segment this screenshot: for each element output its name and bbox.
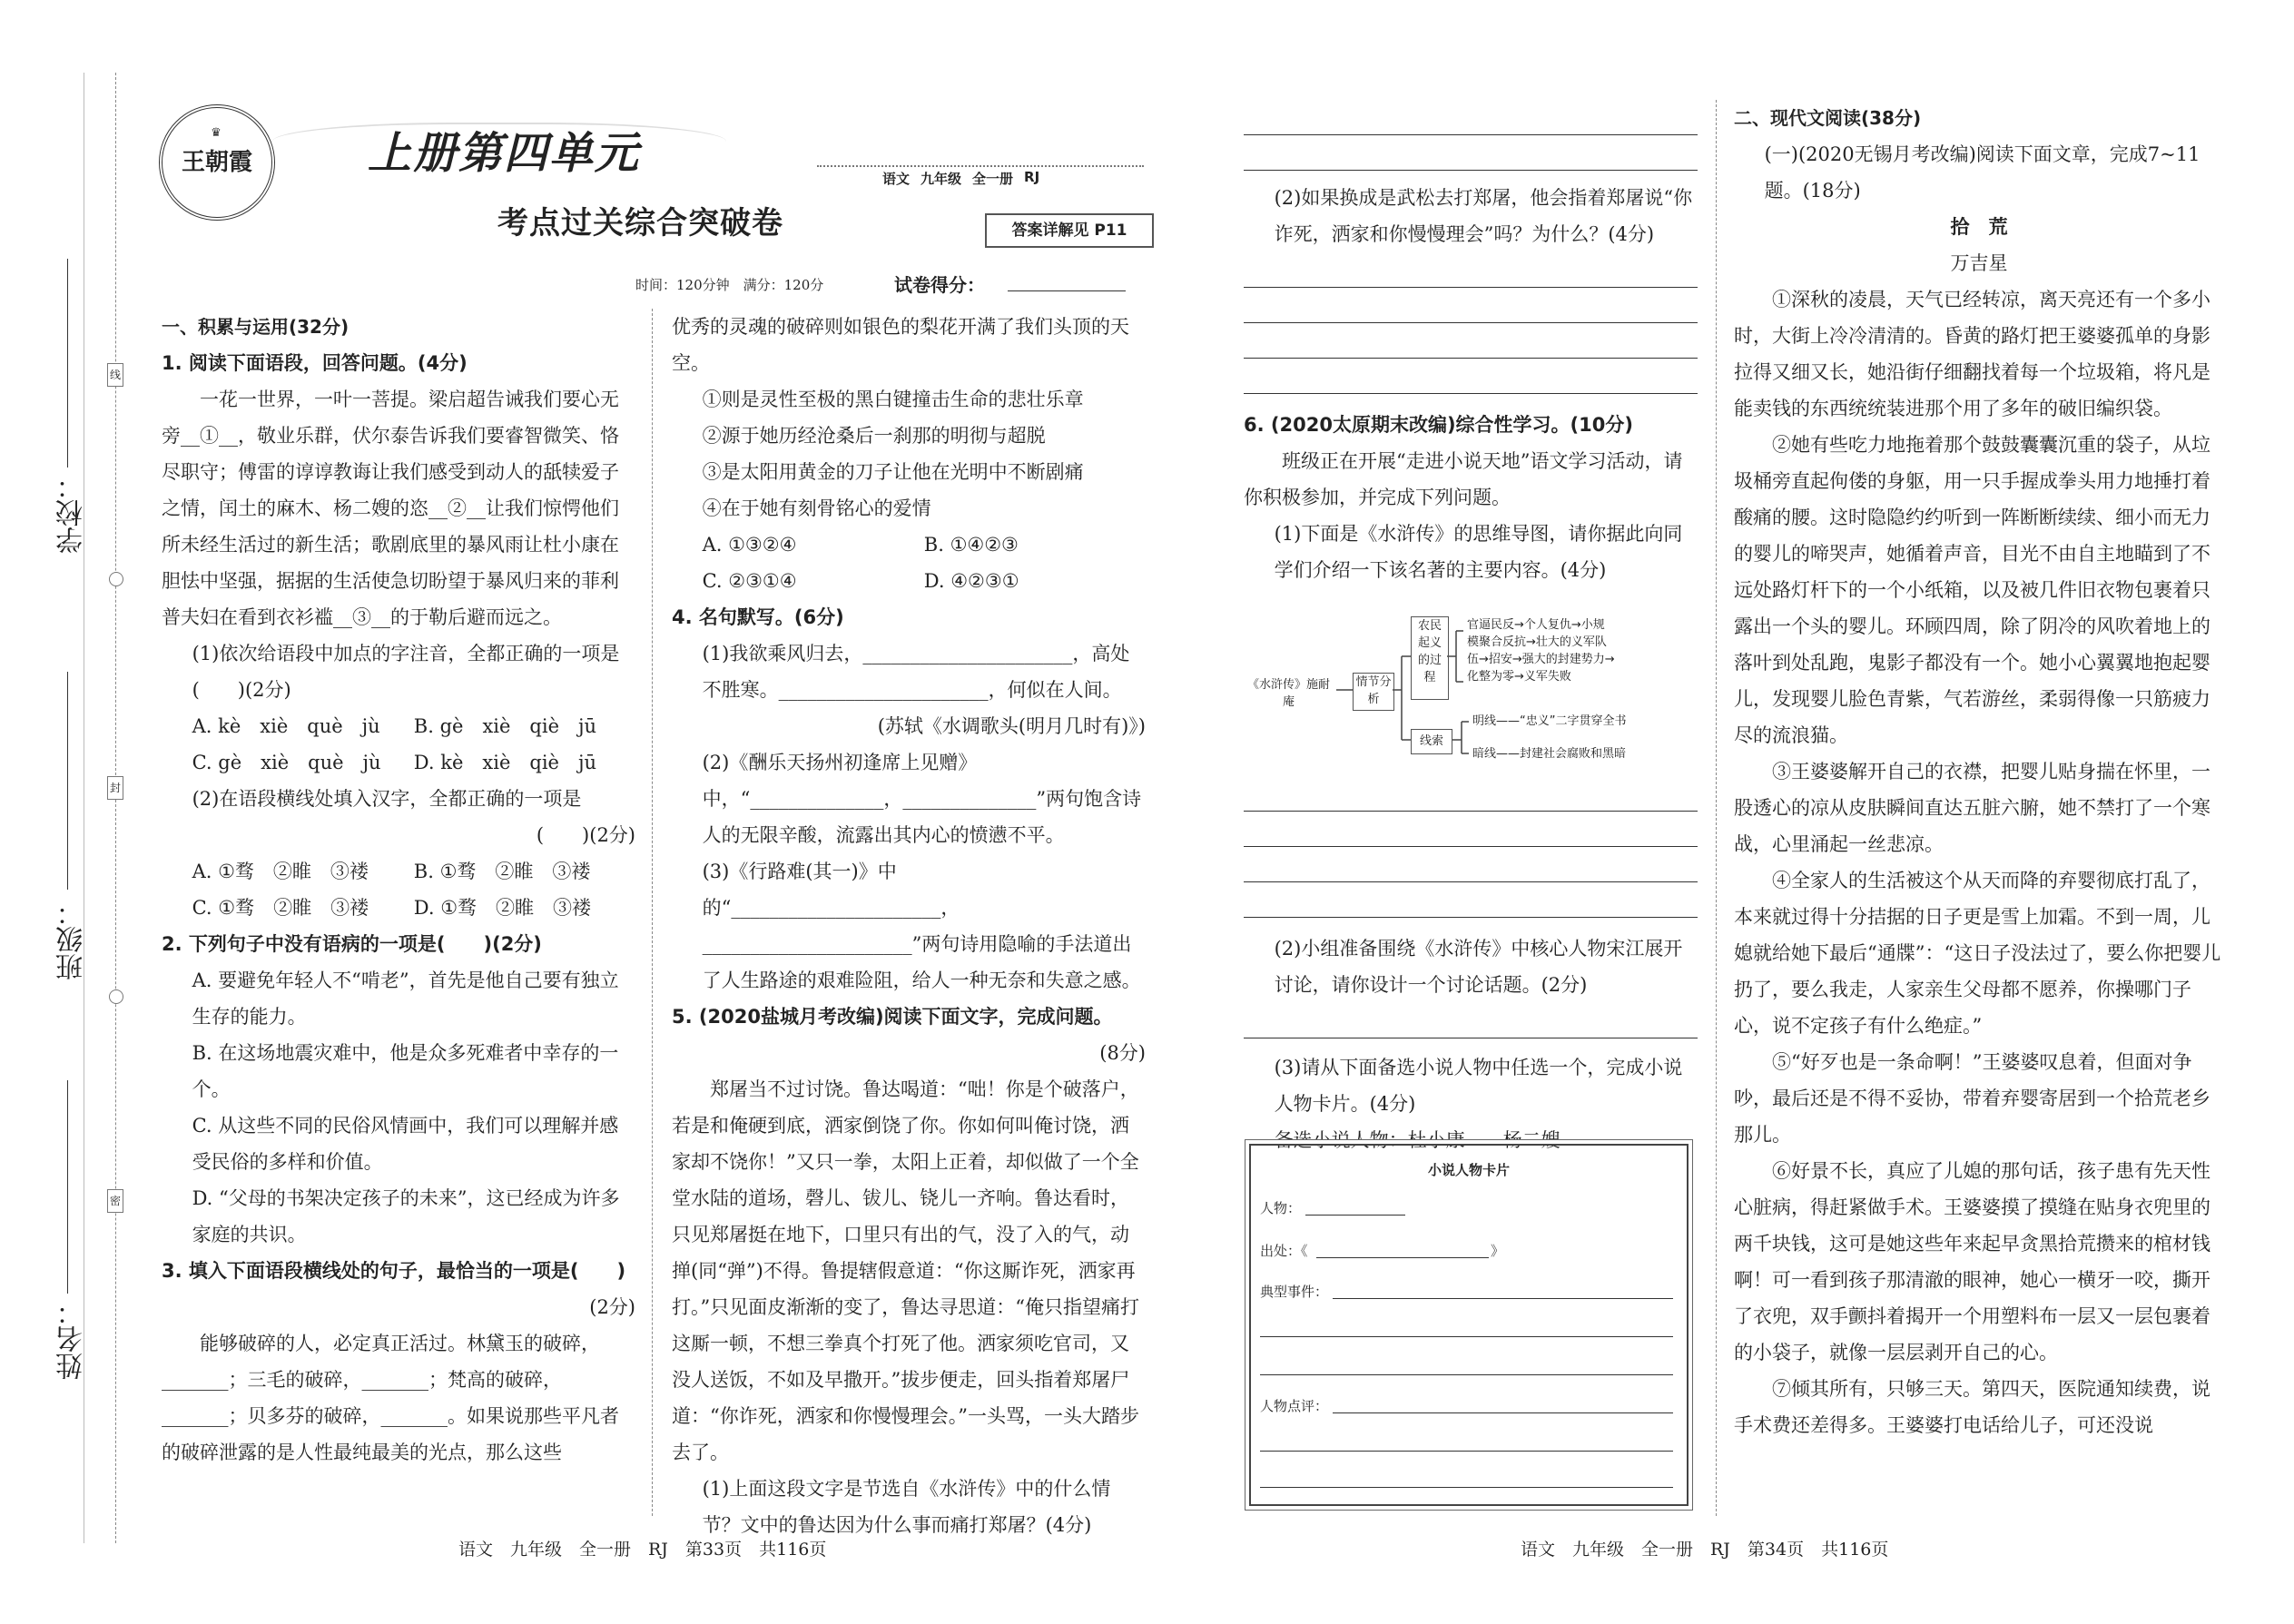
name-label: 姓名：: [56, 1298, 88, 1380]
text-block: ①则是灵性至极的黑白键撞击生命的悲壮乐章: [702, 389, 1084, 410]
text-block: (1)依次给语段中加点的字注音，全都正确的一项是( )(2分): [192, 643, 620, 701]
mind-map-clue: 线索: [1411, 729, 1452, 754]
text-block: (2)在语段横线处填入汉字，全都正确的一项是: [192, 788, 582, 810]
text-block: ⑤“好歹也是一条命啊！”王婆婆叹息着，但面对争吵，最后还是不得不妥协，带着弃婴寄居到一个拾荒老乡那儿。: [1734, 1051, 2210, 1146]
option-row: [162, 708, 635, 744]
option-row: [162, 744, 635, 781]
score-label: 试卷得分：: [894, 274, 985, 296]
text-block: 拾 荒: [1950, 215, 2008, 238]
class-label: 班级：: [56, 899, 88, 980]
card-comment-field[interactable]: [1260, 1487, 1673, 1488]
option-row: [162, 890, 635, 926]
text-block: (一)(2020无锡月考改编)阅读下面文章，完成7~11题。(18分): [1764, 143, 2200, 202]
card-title: 小说人物卡片: [1427, 1162, 1510, 1178]
text-block: ④在于她有刻骨铭心的爱情: [702, 497, 931, 519]
answer-line[interactable]: [1244, 776, 1698, 812]
mind-map: [1245, 613, 1699, 767]
option-row: [672, 563, 1146, 599]
logo-crown-icon: ♛: [211, 126, 223, 140]
right-b-column: [1734, 100, 2224, 1443]
answer-line[interactable]: [1244, 812, 1698, 847]
class-blank[interactable]: [67, 672, 68, 890]
text-block: 能够破碎的人，必定真正活过。林黛玉的破碎，_______；三毛的破碎，_______；梵高的破碎，_______；贝多芬的破碎，_______。如果说那些平凡者的破碎泄露的是人性最纯最美的光点，那么这些: [162, 1333, 619, 1463]
section-heading: 一、积累与运用(32分): [162, 316, 350, 338]
answer-option[interactable]: A. ①③②④: [702, 534, 797, 556]
answer-option[interactable]: C. ②③①④: [702, 570, 797, 592]
q6-2: (2)小组准备围绕《水浒传》中核心人物宋江展开讨论，请你设计一个讨论话题。(2分): [1274, 938, 1683, 996]
binding-hole: [109, 989, 123, 1004]
school-label: 学校：: [56, 472, 88, 554]
text-block: B. 在这场地震灾难中，他是众多死难者中幸存的一个。: [192, 1042, 619, 1100]
seal-char: 密: [107, 1189, 123, 1213]
answer-option[interactable]: B. ①④②③: [923, 534, 1019, 556]
time-info: 时间：120分钟 满分：120分: [635, 277, 824, 293]
card-event-field[interactable]: [1260, 1374, 1673, 1375]
unit-title: 上册第四单元: [368, 128, 641, 179]
answer-line[interactable]: [1244, 323, 1698, 359]
right-a-lower: [1244, 776, 1698, 1158]
answer-option[interactable]: D. ①骛 ②睢 ③褛: [413, 897, 592, 919]
q6-1: (1)下面是《水浒传》的思维导图，请你据此向同学们介绍一下该名著的主要内容。(4分): [1274, 523, 1683, 581]
text-block: D. “父母的书架决定孩子的未来”，这已经成为许多家庭的共识。: [192, 1187, 620, 1245]
question-heading: 4. 名句默写。(6分): [672, 606, 844, 628]
answer-line[interactable]: [1244, 359, 1698, 394]
text-block: (2分): [589, 1296, 635, 1318]
text-block: (3)《行路难(其一)》中的“______________________，______________________”两句诗用隐喻的手法道出了人生路途的艰难险阻，给人一种无奈和失意之感。: [702, 861, 1141, 991]
right-a-column: [1244, 100, 1698, 588]
character-card: [1249, 1144, 1689, 1506]
name-blank[interactable]: [67, 1080, 68, 1294]
chain-line: 官逼民反→个人复仇→小规: [1467, 618, 1605, 632]
question-heading: 2. 下列句子中没有语病的一项是( )(2分): [162, 933, 542, 955]
text-block: ②她有些吃力地拖着那个鼓鼓囊囊沉重的袋子，从垃圾桶旁直起佝偻的身躯，用一只手握成拳头用力地捶打着酸痛的腰。这时隐隐约约听到一阵断断续续、细小而无力的婴儿的啼哭声，她循着声音，目光不由自主地瞄到了不远处路灯杆下的一个小纸箱，以及被几件旧衣物包裹着只露出一个头的婴儿。环顾四周，除了阴冷的风吹着地上的落叶到处乱跑，鬼影子都没有一个。她小心翼翼地抱起婴儿，发现婴儿脸色青紫，气若游丝，柔弱得像一只筋疲力尽的流浪猫。: [1734, 434, 2210, 746]
question-heading: 3. 填入下面语段横线处的句子，最恰当的一项是( ): [162, 1260, 626, 1282]
seal-char: 线: [107, 363, 123, 387]
paper-subtitle: 考点过关综合突破卷: [497, 205, 783, 241]
answer-line[interactable]: [1244, 100, 1698, 135]
text-block: A. 要避免年轻人不“啃老”，首先是他自己要有独立生存的能力。: [192, 969, 619, 1028]
chain-line: 模聚合反抗→壮大的义军队: [1467, 635, 1607, 649]
footer-left: 语文 九年级 全一册 RJ 第33页 共116页: [458, 1540, 827, 1560]
text-block: 一花一世界，一叶一菩提。梁启超告诫我们要心无旁__①__，敬业乐群，伏尔泰告诉我们要睿智微笑、恪尽职守；傅雷的谆谆教诲让我们感受到动人的舐犊爱子之情，闰土的麻木、杨二嫂的恣__②__让我们惊愕他们所未经生活过的新生活；歌剧底里的暴风雨让杜小康在胆怯中坚强，据据的生活使急切盼望于暴风归来的菲利普夫妇在看到衣衫褴__③__的于勒后避而远之。: [162, 389, 619, 628]
text-block: C. 从这些不同的民俗风情画中，我们可以理解并感受民俗的多样和价值。: [192, 1115, 619, 1173]
text-block: ⑦倾其所有，只够三天。第四天，医院通知续费，说手术费还差得多。王婆婆打电话给儿子，可还没说: [1734, 1378, 2210, 1436]
dotted-rule: [817, 165, 1144, 167]
card-event-field[interactable]: [1260, 1336, 1673, 1337]
card-source-label: 出处：《: [1260, 1243, 1308, 1259]
q6-3-candidates: 备选小说人物：杜小康 杨二嫂: [1274, 1129, 1561, 1151]
card-event-label: 典型事件：: [1260, 1284, 1329, 1300]
card-comment-field[interactable]: [1333, 1412, 1673, 1413]
tag: 语文: [882, 171, 911, 187]
answer-option[interactable]: D. kè xiè qiè jū: [413, 752, 596, 773]
card-comment-label: 人物点评：: [1260, 1398, 1329, 1414]
text-block: ( )(2分): [536, 824, 635, 846]
answer-line[interactable]: [1244, 1003, 1698, 1038]
q5-2: (2)如果换成是武松去打郑屠，他会指着郑屠说“你诈死，洒家和你慢慢理会”吗？为什么？(4分): [1274, 187, 1693, 245]
binding-hole: [109, 572, 123, 586]
text-block: (1)我欲乘风归去，______________________，高处不胜寒。______________________，何似在人间。: [702, 643, 1130, 701]
option-row: [162, 853, 635, 890]
mind-map-chain: [1467, 616, 1694, 685]
seal-line: [115, 73, 116, 1543]
answer-option[interactable]: A. ①骛 ②睢 ③褛: [192, 861, 369, 882]
card-source-field[interactable]: [1316, 1257, 1489, 1258]
text-block: (8分): [1099, 1042, 1146, 1064]
mind-map-uprising: 农民起义的过程: [1411, 616, 1449, 700]
answer-line[interactable]: [1244, 252, 1698, 288]
answer-line[interactable]: [1244, 847, 1698, 882]
column-divider: [1716, 100, 1717, 1516]
q6-intro: 班级正在开展“走进小说天地”语文学习活动，请你积极参加，并完成下列问题。: [1244, 450, 1683, 508]
card-source-end: 》: [1491, 1243, 1505, 1259]
text-block: (1)上面这段文字是节选自《水浒传》中的什么情节？文中的鲁达因为什么事而痛打郑屠？(4分): [702, 1478, 1111, 1536]
tag: RJ: [1024, 169, 1040, 185]
score-blank[interactable]: [1008, 290, 1126, 291]
answer-option[interactable]: B. ①骛 ②睢 ③褛: [413, 861, 591, 882]
text-block: ⑥好景不长，真应了儿媳的那句话，孩子患有先天性心脏病，得赶紧做手术。王婆婆摸了摸缝在贴身衣兜里的两千块钱，这可是她这些年来起早贪黑拾荒攒来的棺材钱啊！可一看到孩子那清澈的眼神，她心一横牙一咬，撕开了衣兜，双手颤抖着揭开一个用塑料布一层又一层包裹着的小袋子，就像一层层剥开自己的心。: [1734, 1160, 2210, 1363]
q6-3: (3)请从下面备选小说人物中任选一个，完成小说人物卡片。(4分): [1274, 1057, 1683, 1115]
text-block: 郑屠当不过讨饶。鲁达喝道：“咄！你是个破落户，若是和俺硬到底，洒家倒饶了你。你如何叫俺讨饶，洒家却不饶你！”又只一拳，太阳上正着，却似做了一个全堂水陆的道场，磬儿、钹儿、铙儿一齐响。鲁达看时，只见郑屠挺在地下，口里只有出的气，没了入的气，动掸(同“弹”)不得。鲁提辖假意道：“你这厮诈死，洒家再打。”只见面皮渐渐的变了，鲁达寻思道：“俺只指望痛打这厮一顿，不想三拳真个打死了他。洒家须吃官司，又没人送饭，不如及早撒开。”拔步便走，回头指着郑屠尸道：“你诈死，洒家和你慢慢理会。”一头骂，一头大踏步去了。: [672, 1078, 1139, 1463]
text-block: 万吉星: [1950, 252, 2008, 274]
logo-text: 王朝霞: [181, 149, 252, 176]
answer-option[interactable]: C. ①骛 ②睢 ③褛: [192, 897, 369, 919]
chain-line: 化整为零→义军失败: [1467, 670, 1571, 684]
column-divider: [652, 309, 653, 1516]
text-block: (2)《酬乐天扬州初逢席上见赠》中，“______________，______________”两句饱含诗人的无限辛酸，流露出其内心的愤懑不平。: [702, 752, 1142, 846]
school-blank[interactable]: [67, 259, 68, 468]
chain-line: 伍→招安→强大的封建势力→: [1467, 653, 1615, 666]
subject-tags: [882, 169, 1039, 188]
answer-option[interactable]: C. gè xiè què jù: [192, 752, 381, 773]
card-name-field[interactable]: [1305, 1215, 1405, 1216]
footer-right: 语文 九年级 全一册 RJ 第34页 共116页: [1521, 1540, 1889, 1560]
mind-map-plot: 情节分析: [1353, 673, 1394, 711]
answer-reference: 答案详解见 P11: [985, 213, 1154, 248]
section-heading: 二、现代文阅读(38分): [1734, 107, 1922, 129]
middle-column: [672, 309, 1146, 1543]
answer-option[interactable]: A. kè xiè què jù: [192, 715, 380, 737]
text-block: ②源于她历经沧桑后一刹那的明彻与超脱: [702, 425, 1046, 447]
answer-line[interactable]: [1244, 288, 1698, 323]
answer-option[interactable]: B. gè xiè qiè jū: [413, 715, 597, 737]
card-comment-field[interactable]: [1260, 1451, 1673, 1452]
option-row: [672, 527, 1146, 563]
left-column: [162, 309, 635, 1471]
tag: 九年级: [921, 171, 962, 187]
text-block: (苏轼《水调歌头(明月几时有)》): [877, 715, 1146, 737]
answer-line[interactable]: [1244, 135, 1698, 171]
text-block: ③是太阳用黄金的刀子让他在光明中不断剧痛: [702, 461, 1084, 483]
answer-option[interactable]: D. ④②③①: [923, 570, 1019, 592]
mind-map-root: 《水浒传》施耐庵: [1246, 678, 1330, 709]
mind-map-bright-line: 明线——“忠义”二字贯穿全书: [1472, 714, 1627, 728]
text-block: ③王婆婆解开自己的衣襟，把婴儿贴身揣在怀里，一股透心的凉从皮肤瞬间直达五脏六腑，她不禁打了一个寒战，心里涌起一丝悲凉。: [1734, 761, 2210, 855]
tag: 全一册: [972, 171, 1014, 187]
card-event-field[interactable]: [1333, 1298, 1673, 1299]
question-heading: 5. (2020盐城月考改编)阅读下面文字，完成问题。: [672, 1006, 1113, 1028]
text-block: ④全家人的生活被这个从天而降的弃婴彻底打乱了，本来就过得十分拮据的日子更是雪上加霜。不到一周，儿媳就给她下最后“通牒”：“这日子没法过了，要么你把婴儿扔了，要么我走，人家亲生父母都不愿养，你操哪门子心，说不定孩子有什么绝症。”: [1734, 870, 2221, 1037]
text-block: 优秀的灵魂的破碎则如银色的梨花开满了我们头顶的天空。: [672, 316, 1129, 374]
logo: [159, 104, 275, 221]
text-block: ①深秋的凌晨，天气已经转凉，离天亮还有一个多小时，大街上冷冷清清的。昏黄的路灯把王婆婆孤单的身影拉得又细又长，她沿街仔细翻找着每一个垃圾箱，将凡是能卖钱的东西统统装进那个用了多年的破旧编织袋。: [1734, 289, 2210, 419]
seal-char: 封: [107, 776, 123, 800]
q6-title: 6. (2020太原期末改编)综合性学习。(10分): [1244, 414, 1633, 436]
question-heading: 1. 阅读下面语段，回答问题。(4分): [162, 352, 468, 374]
answer-line[interactable]: [1244, 882, 1698, 918]
mind-map-dark-line: 暗线——封建社会腐败和黑暗: [1472, 747, 1627, 761]
card-name-label: 人物：: [1260, 1200, 1302, 1216]
